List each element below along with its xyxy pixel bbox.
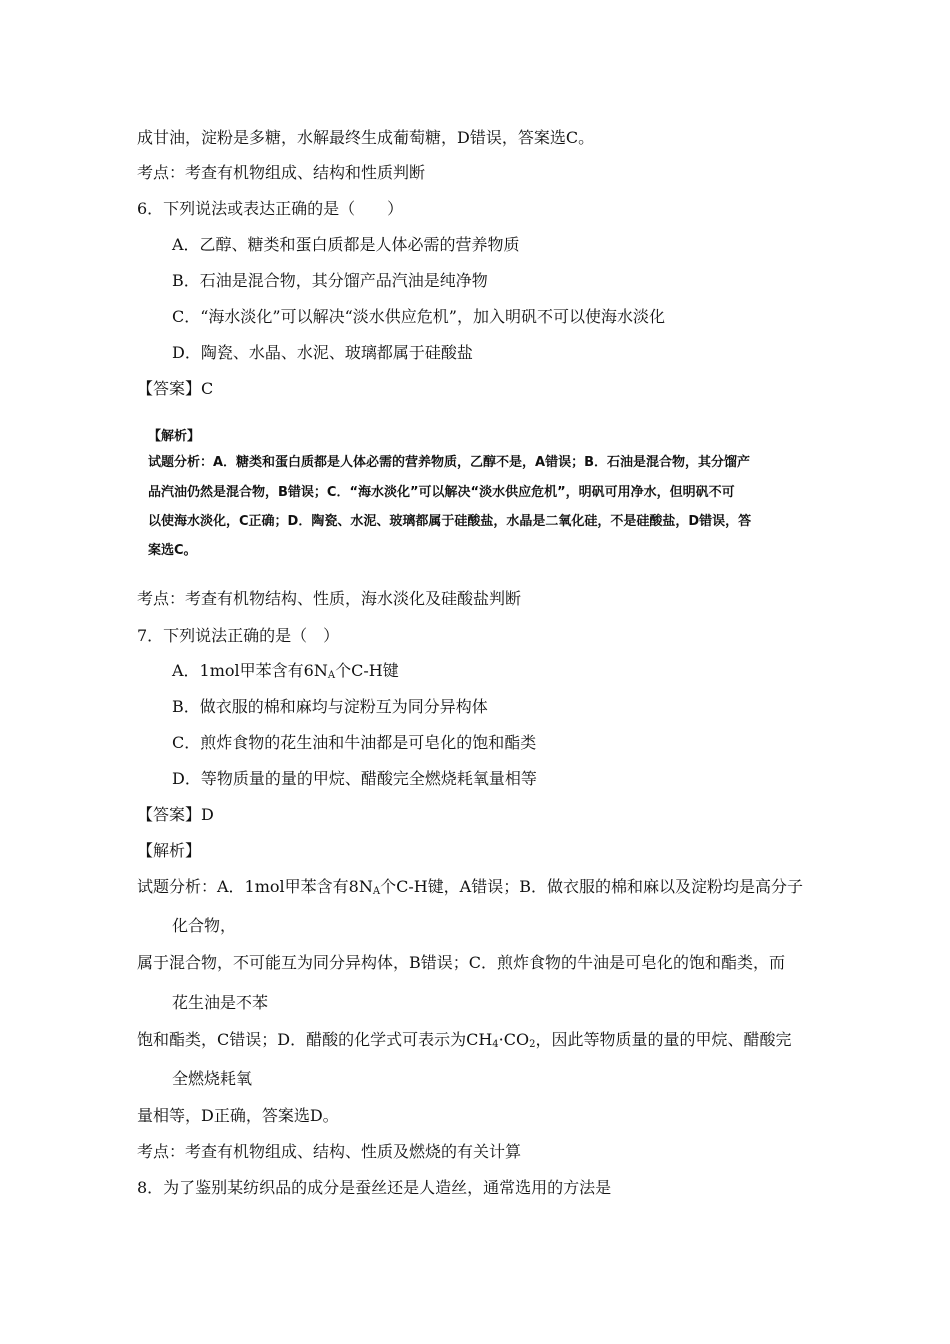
q7-option-c: C．煎炸食物的花生油和牛油都是可皂化的饱和酯类 [172,733,537,752]
q6-analysis-line: 案选C。 [148,543,197,558]
q7-analysis-line: 全燃烧耗氧 [172,1069,253,1088]
q7-option-d: D．等物质量的量的甲烷、醋酸完全燃烧耗氧量相等 [172,769,537,788]
q7-answer: 【答案】D [137,805,214,824]
q6-kaodian: 考点：考查有机物结构、性质，海水淡化及硅酸盐判断 [137,589,522,608]
q7-kaodian: 考点：考查有机物组成、结构、性质及燃烧的有关计算 [137,1142,522,1161]
q6-answer: 【答案】C [137,379,214,398]
kaodian-line: 考点：考查有机物组成、结构和性质判断 [137,163,426,182]
question-8: 8．为了鉴别某纺织品的成分是蚕丝还是人造丝，通常选用的方法是 [137,1178,612,1197]
q6-analysis-line: 品汽油仍然是混合物，B错误；C．“海水淡化”可以解决“淡水供应危机”，明矾可用净水，但明矾不可 [148,485,735,500]
q7-analysis-line: 饱和酯类，C错误；D．醋酸的化学式可表示为$CH_4\cdot CO_2$，因此等物质量的量的甲烷、醋酸完 [137,1030,792,1050]
question-7: 7．下列说法正确的是（ ） [137,626,340,645]
question-6: 6．下列说法或表达正确的是（ ） [137,199,404,218]
q6-analysis-heading: 【解析】 [148,429,201,444]
q7-option-a: A．1mol甲苯含有$6N_A$个C-H键 [172,661,399,681]
q6-option-a: A．乙醇、糖类和蛋白质都是人体必需的营养物质 [172,235,520,254]
q7-option-b: B．做衣服的棉和麻均与淀粉互为同分异构体 [172,697,488,716]
q7-analysis-line: 花生油是不苯 [172,993,269,1012]
q6-option-b: B．石油是混合物，其分馏产品汽油是纯净物 [172,271,488,290]
q7-analysis-line: 量相等，D正确，答案选D。 [137,1106,339,1125]
q6-option-d: D．陶瓷、水晶、水泥、玻璃都属于硅酸盐 [172,343,473,362]
text-line: 成甘油，淀粉是多糖，水解最终生成葡萄糖，D错误，答案选C。 [137,128,595,147]
q7-analysis-line: 化合物， [172,916,237,935]
q6-option-c: C．“海水淡化”可以解决“淡水供应危机”，加入明矾不可以使海水淡化 [172,307,665,326]
q7-analysis-line: 属于混合物，不可能互为同分异构体，B错误；C．煎炸食物的牛油是可皂化的饱和酯类，而 [137,953,786,972]
q7-analysis-heading: 【解析】 [137,841,202,860]
q6-analysis-line: 以使海水淡化，C正确；D．陶瓷、水泥、玻璃都属于硅酸盐，水晶是二氧化硅，不是硅酸盐，D错误，答 [148,514,752,529]
q7-analysis-line: 试题分析：A．1mol甲苯含有$8N_A$个C-H键，A错误；B．做衣服的棉和麻以及淀粉均是高分子 [137,877,803,897]
q6-analysis-line: 试题分析：A．糖类和蛋白质都是人体必需的营养物质，乙醇不是，A错误；B．石油是混合物，其分馏产 [148,455,751,470]
